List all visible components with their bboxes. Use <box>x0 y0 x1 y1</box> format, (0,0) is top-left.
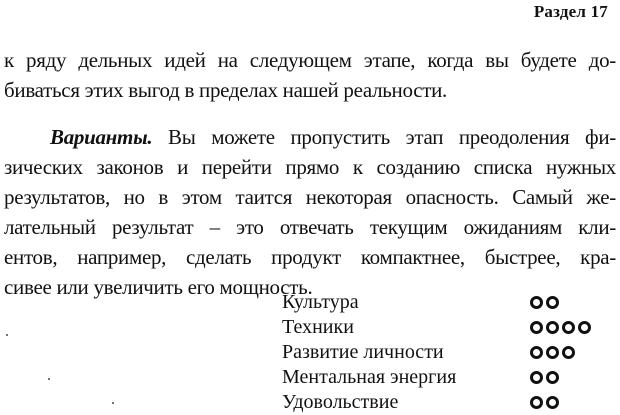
paragraph-line: лательный результат – это отвечать текущим ожиданиям кли- <box>4 215 616 239</box>
star-icon <box>562 346 575 359</box>
rating-row <box>282 390 612 415</box>
paragraph-line: ентов, например, сделать продукт компактнее, быстрее, кра- <box>4 245 616 269</box>
rating-label: Культура <box>282 291 359 313</box>
rating-stars <box>530 396 559 410</box>
paragraph-line: зических законов и перейти прямо к созданию списка нужных <box>4 155 616 179</box>
star-icon <box>530 371 543 384</box>
rating-row <box>282 315 612 340</box>
rating-stars <box>530 346 575 360</box>
variants-lead-term: Варианты. <box>50 125 153 149</box>
star-icon <box>530 321 543 334</box>
paragraph-line: к ряду дельных идей на следующем этапе, когда вы будете до- <box>4 48 616 72</box>
star-icon <box>578 321 591 334</box>
star-icon <box>530 396 543 409</box>
scan-speck <box>48 378 50 380</box>
star-icon <box>530 346 543 359</box>
rating-row <box>282 365 612 390</box>
paragraph-line: биваться этих выгод в пределах нашей реальности. <box>4 78 447 102</box>
rating-stars <box>530 296 559 310</box>
rating-row <box>282 340 612 365</box>
paragraph-continuation <box>4 45 616 105</box>
paragraph-line: результатов, но в этом таится некоторая опасность. Самый же- <box>4 185 616 209</box>
rating-stars <box>530 371 559 385</box>
scan-speck <box>6 334 8 336</box>
paragraph-variants <box>4 122 616 302</box>
star-icon <box>546 371 559 384</box>
paragraph-first-line <box>4 122 616 152</box>
rating-stars <box>530 321 591 335</box>
scan-speck <box>112 402 114 404</box>
rating-label: Ментальная энергия <box>282 366 457 388</box>
rating-label: Техники <box>282 316 354 338</box>
star-icon <box>546 346 559 359</box>
rating-list <box>282 290 612 415</box>
paragraph-line: Вы можете пропустить этап преодоления фи- <box>152 125 616 149</box>
star-icon <box>546 296 559 309</box>
star-icon <box>546 396 559 409</box>
section-header: Раздел 17 <box>533 2 608 21</box>
rating-label: Удовольствие <box>282 391 399 413</box>
rating-label: Развитие личности <box>282 341 444 363</box>
star-icon <box>546 321 559 334</box>
rating-row <box>282 290 612 315</box>
paragraph-line: сивее или увеличить его мощность. <box>4 275 313 299</box>
star-icon <box>562 321 575 334</box>
star-icon <box>530 296 543 309</box>
